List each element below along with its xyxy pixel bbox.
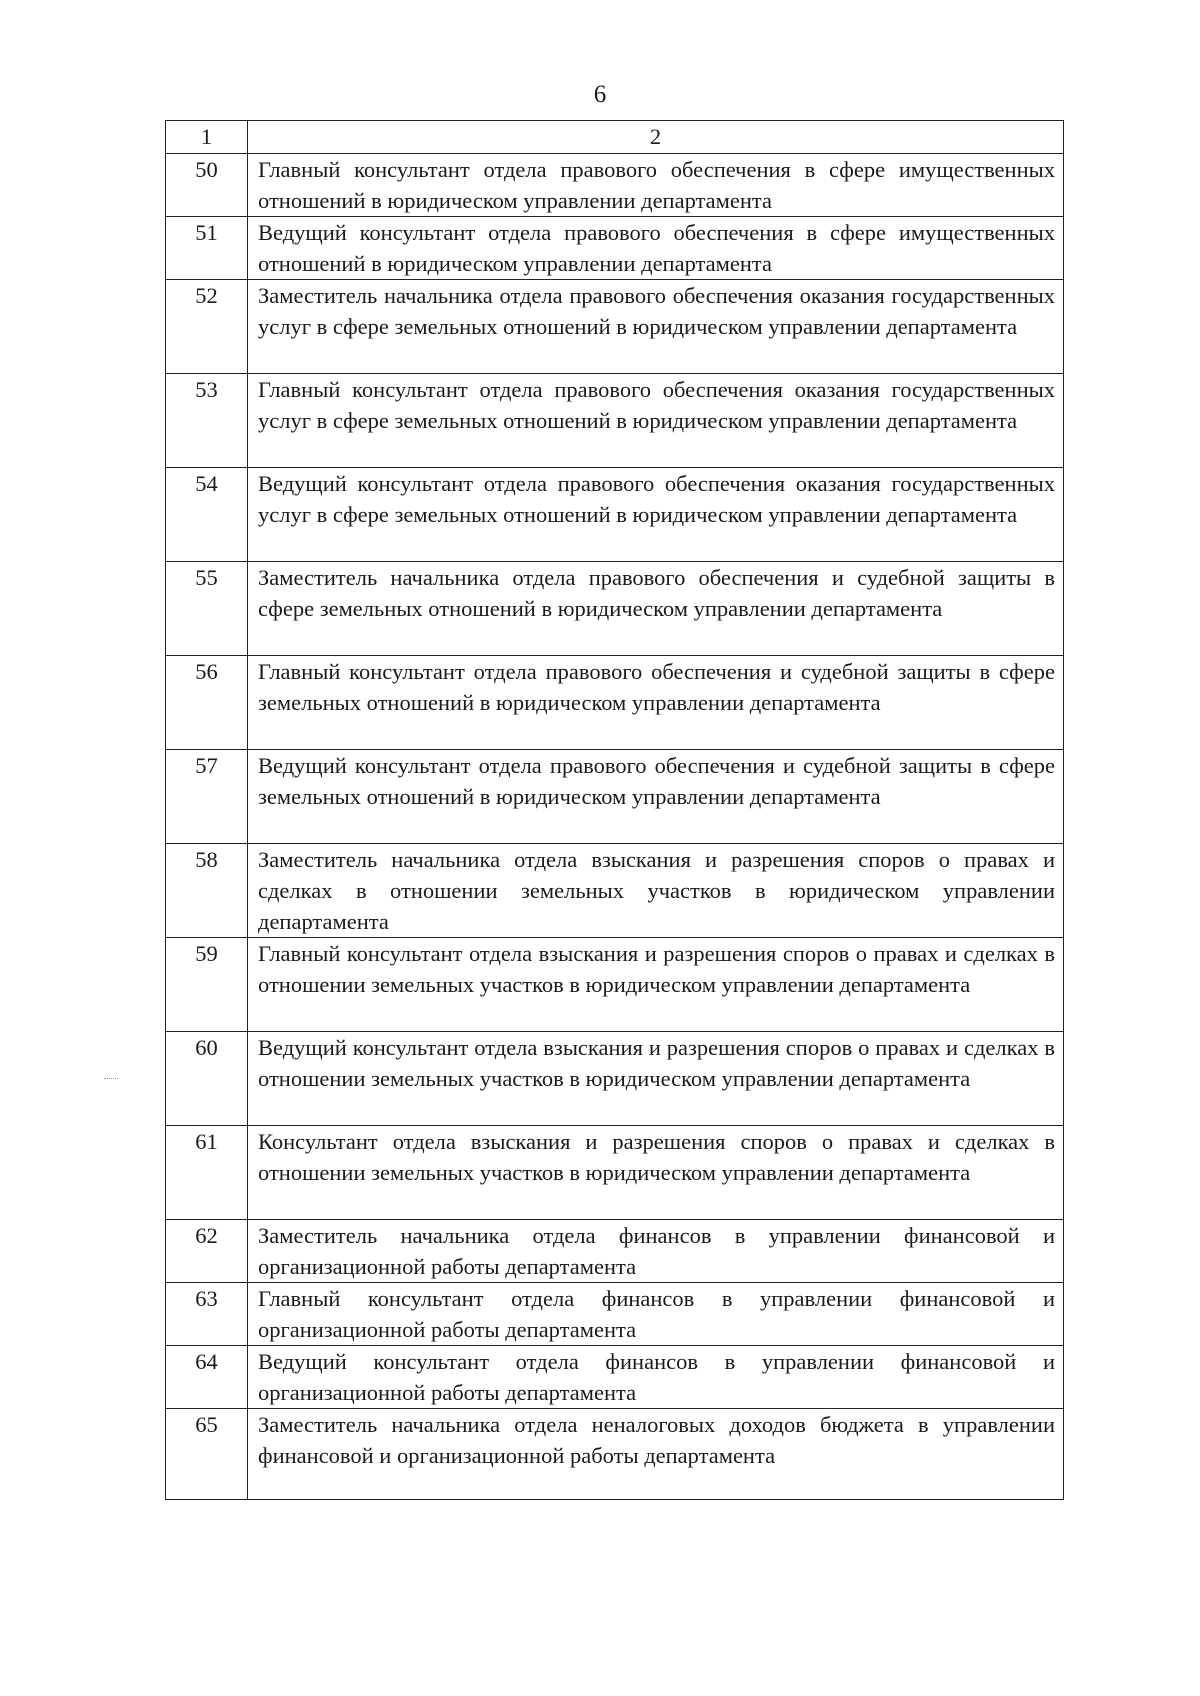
row-text: Ведущий консультант отдела взыскания и разрешения споров о правах и сделках в отношении земельных участков в юридическом управлении департамента bbox=[248, 1032, 1064, 1126]
table-row bbox=[166, 280, 1064, 374]
table-row bbox=[166, 1283, 1064, 1346]
table-row bbox=[166, 844, 1064, 938]
table-row bbox=[166, 1032, 1064, 1126]
table-row bbox=[166, 1409, 1064, 1500]
table-row bbox=[166, 154, 1064, 217]
row-number: 60 bbox=[166, 1032, 248, 1126]
row-text: Ведущий консультант отдела правового обеспечения оказания государственных услуг в сфере земельных отношений в юридическом управлении департамента bbox=[248, 468, 1064, 562]
table-row bbox=[166, 468, 1064, 562]
table-row bbox=[166, 1126, 1064, 1220]
row-text: Ведущий консультант отдела правового обеспечения и судебной защиты в сфере земельных отношений в юридическом управлении департамента bbox=[248, 750, 1064, 844]
row-text: Заместитель начальника отдела неналоговых доходов бюджета в управлении финансовой и организационной работы департамента bbox=[248, 1409, 1064, 1500]
row-number: 58 bbox=[166, 844, 248, 938]
positions-table bbox=[165, 120, 1064, 1500]
row-number: 65 bbox=[166, 1409, 248, 1500]
table-row bbox=[166, 750, 1064, 844]
row-text: Главный консультант отдела взыскания и разрешения споров о правах и сделках в отношении земельных участков в юридическом управлении департамента bbox=[248, 938, 1064, 1032]
page-number: 6 bbox=[593, 81, 607, 108]
table-row bbox=[166, 938, 1064, 1032]
table-row bbox=[166, 562, 1064, 656]
row-text: Заместитель начальника отдела правового обеспечения оказания государственных услуг в сфере земельных отношений в юридическом управлении департамента bbox=[248, 280, 1064, 374]
row-text: Ведущий консультант отдела финансов в управлении финансовой и организационной работы департамента bbox=[248, 1346, 1064, 1409]
row-number: 50 bbox=[166, 154, 248, 217]
row-number: 51 bbox=[166, 217, 248, 280]
row-number: 52 bbox=[166, 280, 248, 374]
row-text: Главный консультант отдела правового обеспечения оказания государственных услуг в сфере земельных отношений в юридическом управлении департамента bbox=[248, 374, 1064, 468]
scan-margin-mark bbox=[104, 1078, 118, 1079]
row-number: 62 bbox=[166, 1220, 248, 1283]
row-text: Заместитель начальника отдела взыскания и разрешения споров о правах и сделках в отношении земельных участков в юридическом управлении департамента bbox=[248, 844, 1064, 938]
header-cell-number: 1 bbox=[166, 121, 248, 154]
row-text: Консультант отдела взыскания и разрешения споров о правах и сделках в отношении земельных участков в юридическом управлении департамента bbox=[248, 1126, 1064, 1220]
row-number: 59 bbox=[166, 938, 248, 1032]
row-number: 63 bbox=[166, 1283, 248, 1346]
table-row bbox=[166, 656, 1064, 750]
row-text: Заместитель начальника отдела финансов в управлении финансовой и организационной работы департамента bbox=[248, 1220, 1064, 1283]
row-text: Главный консультант отдела финансов в управлении финансовой и организационной работы департамента bbox=[248, 1283, 1064, 1346]
table-row bbox=[166, 1220, 1064, 1283]
row-text: Главный консультант отдела правового обеспечения в сфере имущественных отношений в юридическом управлении департамента bbox=[248, 154, 1064, 217]
header-cell-title: 2 bbox=[248, 121, 1064, 154]
row-number: 54 bbox=[166, 468, 248, 562]
table-header-row bbox=[166, 121, 1064, 154]
row-number: 55 bbox=[166, 562, 248, 656]
row-number: 64 bbox=[166, 1346, 248, 1409]
row-number: 61 bbox=[166, 1126, 248, 1220]
row-text: Ведущий консультант отдела правового обеспечения в сфере имущественных отношений в юридическом управлении департамента bbox=[248, 217, 1064, 280]
table-row bbox=[166, 374, 1064, 468]
table-row bbox=[166, 217, 1064, 280]
row-number: 53 bbox=[166, 374, 248, 468]
row-text: Главный консультант отдела правового обеспечения и судебной защиты в сфере земельных отношений в юридическом управлении департамента bbox=[248, 656, 1064, 750]
table-row bbox=[166, 1346, 1064, 1409]
row-text: Заместитель начальника отдела правового обеспечения и судебной защиты в сфере земельных отношений в юридическом управлении департамента bbox=[248, 562, 1064, 656]
row-number: 56 bbox=[166, 656, 248, 750]
row-number: 57 bbox=[166, 750, 248, 844]
